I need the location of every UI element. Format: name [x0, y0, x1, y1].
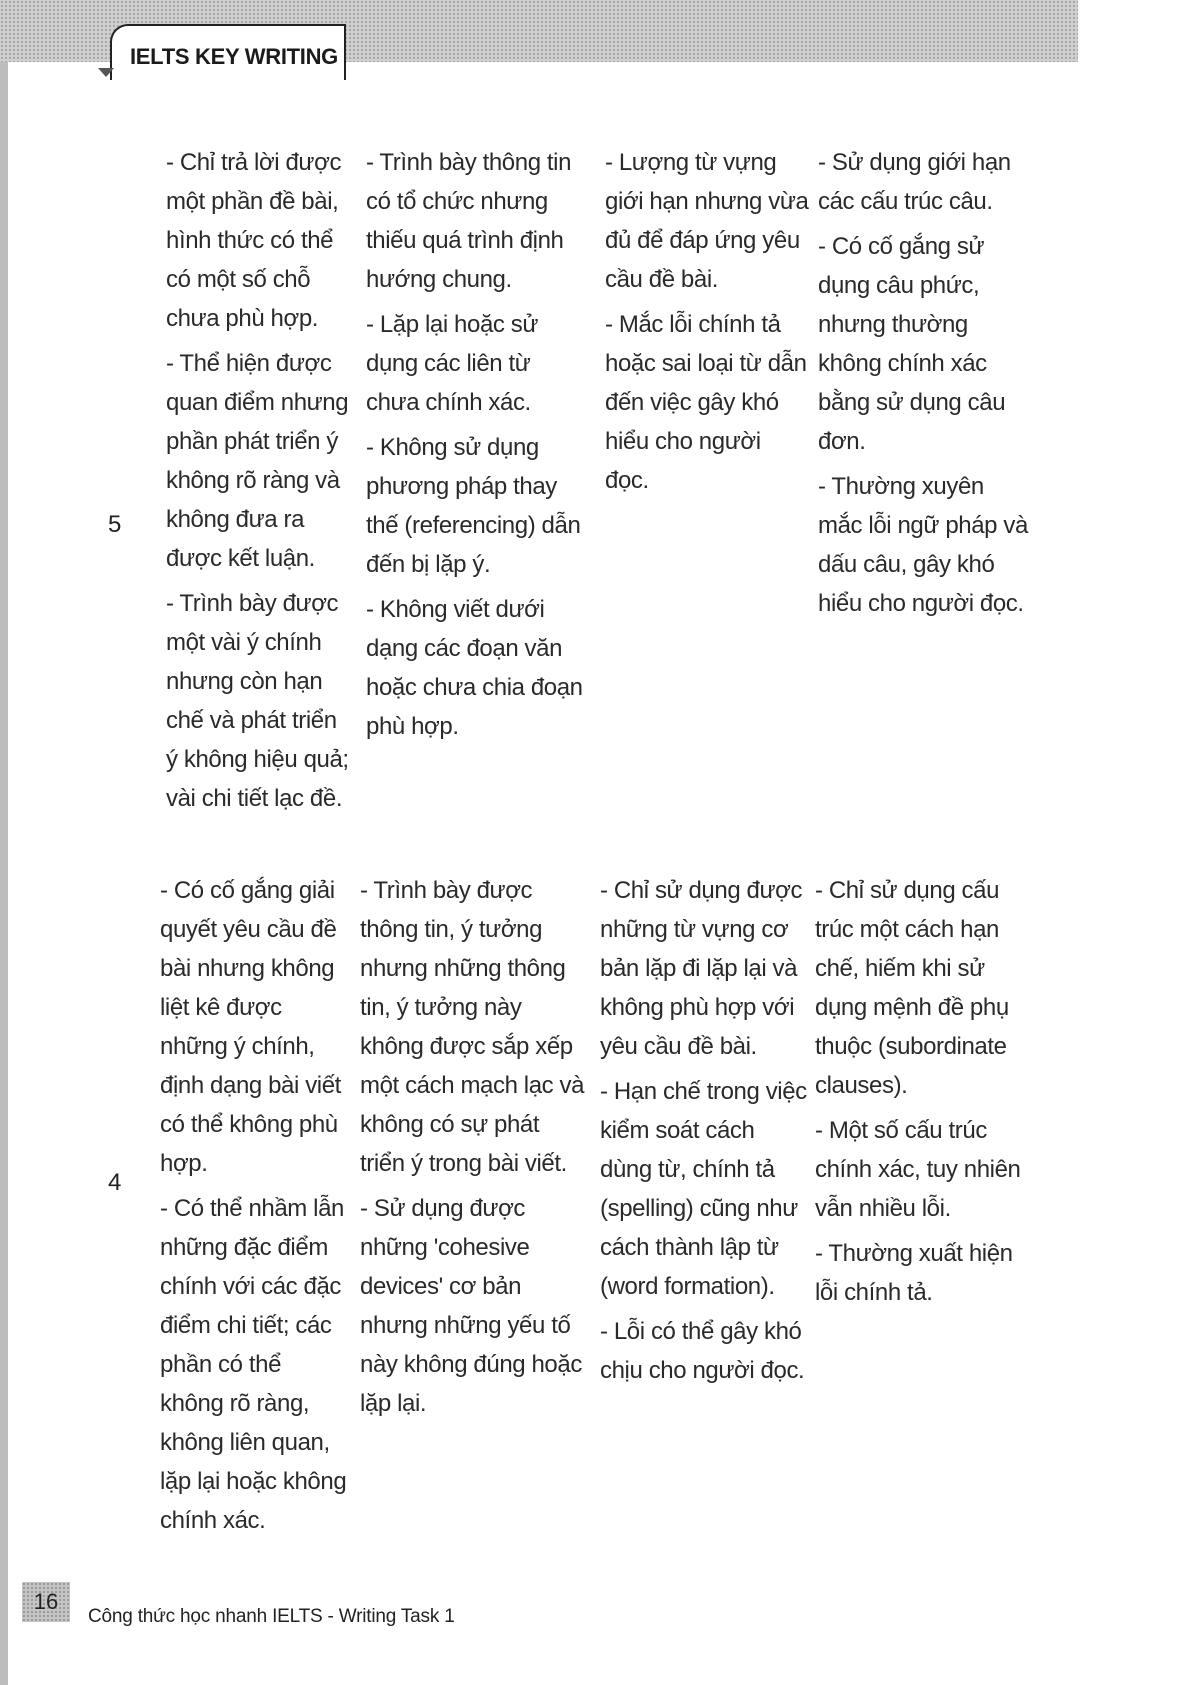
criterion-text: - Thể hiện được quan điểm nhưng phần phát triển ý không rõ ràng và không đưa ra được kết luận. — [166, 350, 349, 572]
criterion-text: - Sử dụng giới hạn các cấu trúc câu. — [818, 149, 1011, 215]
page-number-badge — [22, 1582, 70, 1622]
band-row-4 — [90, 871, 1050, 1534]
criterion-text: - Không viết dưới dạng các đoạn văn hoặc chưa chia đoạn phù hợp. — [366, 596, 583, 740]
criterion-text: - Một số cấu trúc chính xác, tuy nhiên vẫn nhiều lỗi. — [815, 1117, 1021, 1222]
criterion-text: - Chỉ sử dụng được những từ vựng cơ bản lặp đi lặp lại và không phù hợp với yêu cầu đề bài. — [600, 877, 803, 1060]
footer-book-title: Công thức học nhanh IELTS - Writing Task 1 — [88, 1606, 455, 1627]
band-score: 4 — [108, 1169, 122, 1196]
band-4-coherence — [360, 871, 585, 1429]
criterion-text: - Không sử dụng phương pháp thay thế (referencing) dẫn đến bị lặp ý. — [366, 434, 581, 578]
band-row-5 — [90, 143, 1050, 823]
band-5-coherence — [366, 143, 588, 752]
criterion-text: - Trình bày được một vài ý chính nhưng còn hạn chế và phát triển ý không hiệu quả; vài chi tiết lạc đề. — [166, 590, 349, 812]
criterion-text: - Mắc lỗi chính tả hoặc sai loại từ dẫn đến việc gây khó hiểu cho người đọc. — [605, 311, 807, 494]
header-tab — [110, 24, 346, 80]
criterion-text: - Có cố gắng sử dụng câu phức, nhưng thường không chính xác bằng sử dụng câu đơn. — [818, 233, 1006, 455]
criterion-text: - Trình bày được thông tin, ý tưởng nhưng những thông tin, ý tưởng này không được sắp xếp một cách mạch lạc và không có sự phát triển ý trong bài viết. — [360, 877, 585, 1177]
criterion-text: - Chỉ trả lời được một phần đề bài, hình thức có thể có một số chỗ chưa phù hợp. — [166, 149, 342, 332]
band-score: 5 — [108, 511, 122, 538]
band-5-grammar — [818, 143, 1033, 629]
band-4-grammar — [815, 871, 1027, 1318]
criterion-text: - Lỗi có thể gây khó chịu cho người đọc. — [600, 1318, 805, 1384]
criterion-text: - Có cố gắng giải quyết yêu cầu đề bài nhưng không liệt kê được những ý chính, định dạng bài viết có thể không phù hợp. — [160, 877, 341, 1177]
left-edge-shade — [0, 0, 8, 1685]
band-5-task-response — [166, 143, 351, 824]
criterion-text: - Thường xuất hiện lỗi chính tả. — [815, 1240, 1013, 1306]
band-4-task-response — [160, 871, 348, 1546]
page-number: 16 — [33, 1589, 59, 1614]
criterion-text: - Lặp lại hoặc sử dụng các liên từ chưa chính xác. — [366, 311, 539, 416]
criterion-text: - Sử dụng được những 'cohesive devices' cơ bản nhưng những yếu tố này không đúng hoặc lặp lại. — [360, 1195, 582, 1417]
band-5-lexical — [605, 143, 810, 506]
criterion-text: - Chỉ sử dụng cấu trúc một cách hạn chế, hiếm khi sử dụng mệnh đề phụ thuộc (subordinate clauses). — [815, 877, 1009, 1099]
criterion-text: - Thường xuyên mắc lỗi ngữ pháp và dấu câu, gây khó hiểu cho người đọc. — [818, 473, 1028, 617]
criterion-text: - Hạn chế trong việc kiểm soát cách dùng từ, chính tả (spelling) cũng như cách thành lập từ (word formation). — [600, 1078, 807, 1300]
header-title: IELTS KEY WRITING — [130, 44, 338, 69]
band-4-lexical — [600, 871, 808, 1396]
tab-corner-icon — [98, 68, 114, 77]
criterion-text: - Lượng từ vựng giới hạn nhưng vừa đủ để đáp ứng yêu cầu đề bài. — [605, 149, 809, 293]
criterion-text: - Trình bày thông tin có tổ chức nhưng thiếu quá trình định hướng chung. — [366, 149, 572, 293]
criterion-text: - Có thể nhầm lẫn những đặc điểm chính với các đặc điểm chi tiết; các phần có thể không rõ ràng, không liên quan, lặp lại hoặc không chính xác. — [160, 1195, 347, 1534]
